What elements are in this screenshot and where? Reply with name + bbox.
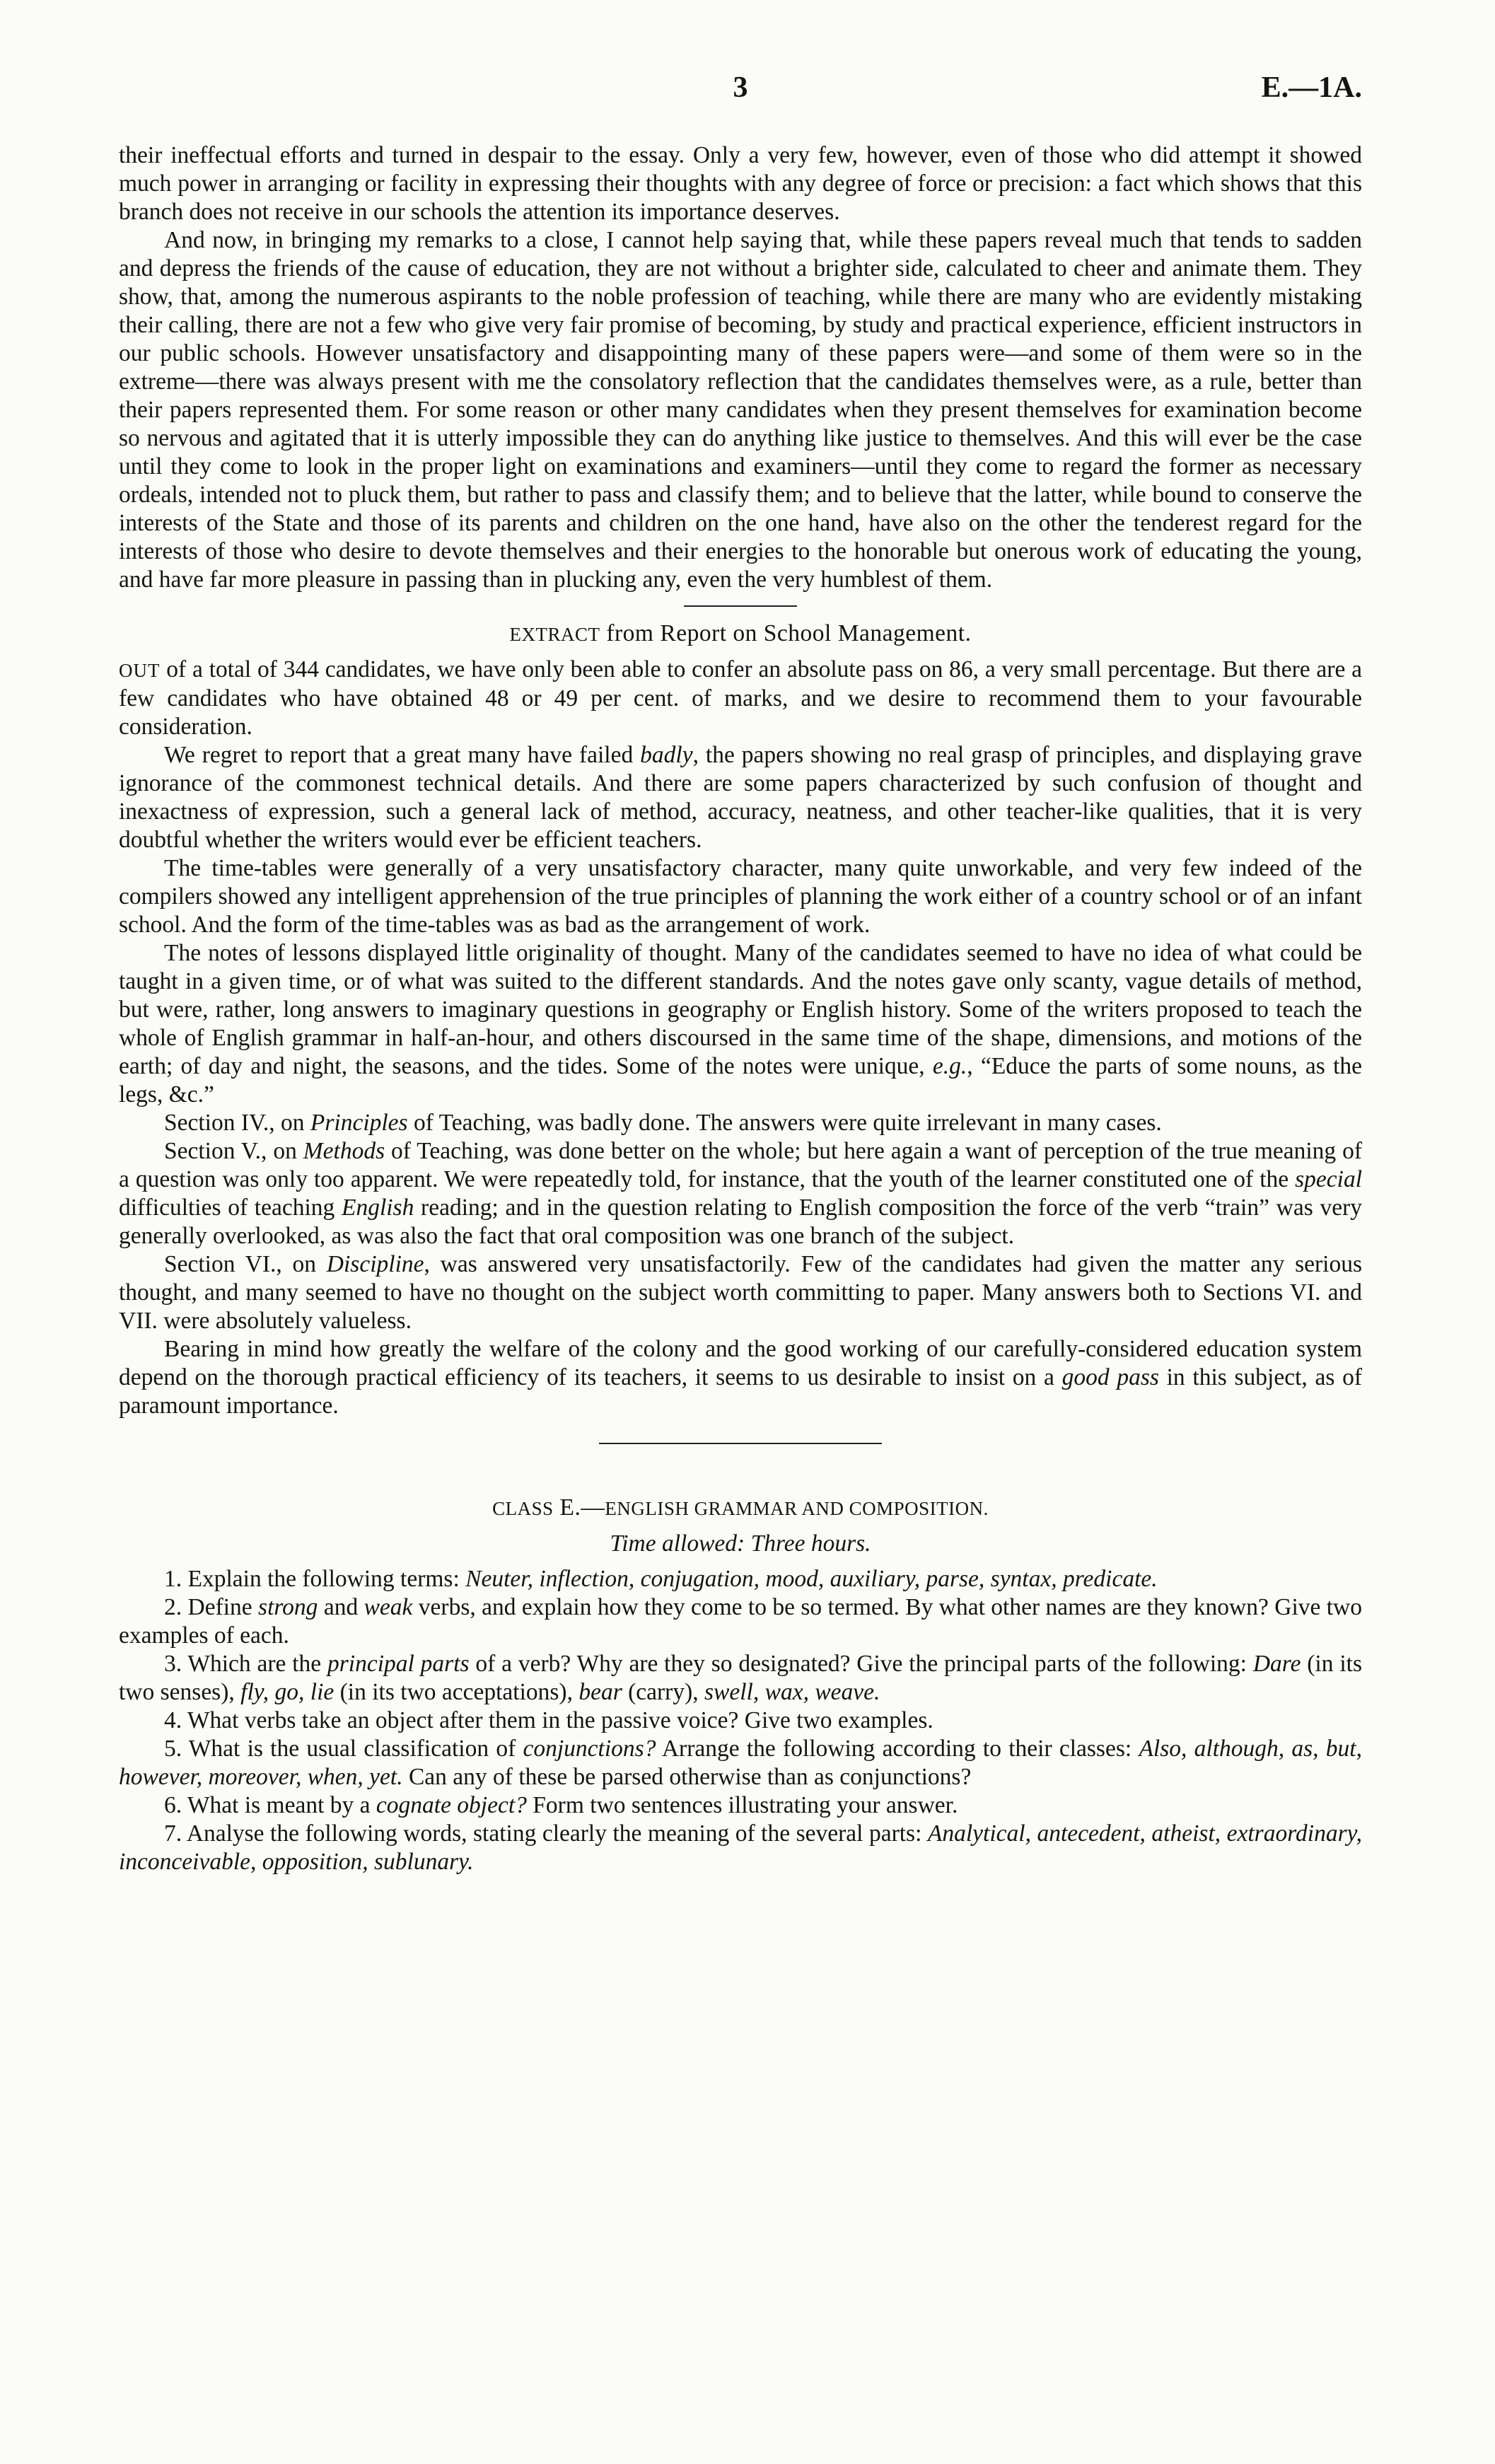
- extract-paragraph-6: [119, 1137, 1362, 1250]
- page-number: 3: [733, 71, 748, 104]
- question-6-text-a: 6. What is meant by a: [164, 1792, 376, 1818]
- question-5-emphasis-2: Also, although, as, but, however, moreover, when, yet.: [119, 1736, 1362, 1790]
- question-2-text-b: and: [318, 1594, 364, 1620]
- question-3-emphasis-2: Dare: [1252, 1651, 1301, 1677]
- extract-p2-emphasis: badly: [640, 742, 693, 768]
- question-7: [119, 1820, 1362, 1876]
- question-5: [119, 1735, 1362, 1791]
- extract-paragraph-3: The time-tables were generally of a very unsatisfactory character, many quite unworkable, and very few indeed of the compilers showed any intelligent apprehension of the true principles of planning the work either of a country school or of an infant school. And the form of the time-tables was as bad as the arrangement of work.: [119, 855, 1362, 938]
- extract-p6-text-a: Section V., on: [164, 1138, 303, 1164]
- extract-p5-emphasis: Principles: [310, 1110, 408, 1136]
- extract-p8-text-b: in this subject, as of paramount importance.: [119, 1364, 1362, 1419]
- extract-heading: [119, 620, 1362, 649]
- question-5-text-b: Arrange the following according to their classes:: [656, 1736, 1139, 1762]
- extract-p1-lead: OUT: [119, 660, 161, 681]
- extract-p2-text-a: We regret to report that a great many have failed: [164, 742, 641, 768]
- question-2-emphasis-2: weak: [363, 1594, 413, 1620]
- extract-p7-text-a: Section VI., on: [164, 1251, 327, 1277]
- question-3-emphasis-3: fly, go, lie: [240, 1679, 335, 1705]
- extract-p6-emphasis-2: special: [1295, 1166, 1362, 1192]
- time-allowed: Time allowed: Three hours.: [610, 1530, 871, 1557]
- extract-p6-text-c: difficulties of teaching: [119, 1195, 342, 1221]
- question-3-text-a: 3. Which are the: [164, 1651, 327, 1677]
- question-3-emphasis-4: bear: [578, 1679, 622, 1705]
- question-3-text-d: (in its two acceptations),: [334, 1679, 579, 1705]
- question-4: 4. What verbs take an object after them in the passive voice? Give two examples.: [164, 1707, 933, 1733]
- question-2: [119, 1593, 1362, 1650]
- extract-p2-text-b: , the papers showing no real grasp of principles, and displaying grave ignorance of the commonest technical details. And there are some papers characterized by such confusion of thought and inexactness of expression, such a general lack of method, accuracy, neatness, and other teacher-like qualities, that it is very doubtful whether the writers would ever be efficient teachers.: [119, 742, 1362, 853]
- extract-p6-text-b: of Teaching, was done better on the whole; but here again a want of perception of the true meaning of a question was only too apparent. We were repeatedly told, for instance, that the youth of the learner constituted one of the: [119, 1138, 1362, 1192]
- question-6-emphasis: cognate object?: [376, 1792, 527, 1818]
- exam-heading-subject: ENGLISH GRAMMAR AND COMPOSITION.: [605, 1498, 989, 1519]
- extract-heading-rest: from Report on School Management.: [600, 620, 972, 646]
- extract-paragraph-7: [119, 1250, 1362, 1335]
- section-divider-long: [599, 1443, 882, 1444]
- exam-heading-mid: E.—: [553, 1494, 605, 1521]
- question-3-text-b: of a verb? Why are they so designated? Give the principal parts of the following:: [469, 1651, 1253, 1677]
- extract-paragraph-4: [119, 939, 1362, 1109]
- question-6: [119, 1791, 1362, 1820]
- extract-p8-emphasis: good pass: [1061, 1364, 1159, 1390]
- extract-heading-lead: EXTRACT: [509, 624, 600, 645]
- extract-p6-text-d: reading; and in the question relating to English composition the force of the verb “train” was very generally overlooked, as was also the fact that oral composition was one branch of the subject.: [119, 1195, 1362, 1249]
- exam-heading: [119, 1494, 1362, 1523]
- extract-paragraph-5: [119, 1109, 1362, 1137]
- section-divider: [684, 605, 797, 607]
- question-7-words: Analytical, antecedent, atheist, extraordinary, inconceivable, opposition, sublunary.: [119, 1820, 1363, 1875]
- page-header: [119, 71, 1362, 124]
- question-5-text-c: Can any of these be parsed otherwise than as conjunctions?: [402, 1764, 972, 1790]
- extract-p8-text-a: Bearing in mind how greatly the welfare of the colony and the good working of our carefully-considered education system depend on the thorough practical efficiency of its teachers, it seems to us desirable to insist on a: [119, 1336, 1362, 1390]
- extract-p1-text: of a total of 344 candidates, we have only been able to confer an absolute pass on 86, a very small percentage. But there are a few candidates who have obtained 48 or 49 per cent. of marks, and we desire to recommend them to your favourable consideration.: [119, 656, 1362, 740]
- question-1-text: 1. Explain the following terms:: [164, 1566, 466, 1592]
- document-code: E.—1A.: [1261, 71, 1362, 104]
- extract-p7-text-b: , was answered very unsatisfactorily. Few of the candidates had given the matter any serious thought, and many seemed to have no thought on the subject worth committing to paper. Many answers both to Sections VI. and VII. were absolutely valueless.: [119, 1251, 1362, 1334]
- question-5-emphasis-1: conjunctions?: [523, 1736, 656, 1762]
- question-6-text-b: Form two sentences illustrating your answer.: [526, 1792, 958, 1818]
- question-3: [119, 1650, 1362, 1707]
- extract-paragraph-8: [119, 1335, 1362, 1420]
- intro-paragraph-1: their ineffectual efforts and turned in despair to the essay. Only a very few, however, even of those who did attempt it showed much power in arranging or facility in expressing their thoughts with any degree of force or precision: a fact which shows that this branch does not receive in our schools the attention its importance deserves.: [119, 142, 1362, 225]
- question-2-text-c: verbs, and explain how they come to be so termed. By what other names are they known? Give two examples of each.: [119, 1594, 1362, 1649]
- question-2-emphasis-1: strong: [258, 1594, 318, 1620]
- extract-p5-text-a: Section IV., on: [164, 1110, 310, 1136]
- extract-p7-emphasis: Discipline: [326, 1251, 424, 1277]
- question-3-text-c: (in its two senses),: [119, 1651, 1362, 1705]
- document-page: [119, 71, 1363, 1876]
- extract-p6-emphasis-3: English: [341, 1195, 414, 1221]
- question-3-emphasis-1: principal parts: [327, 1651, 470, 1677]
- question-7-text: 7. Analyse the following words, stating clearly the meaning of the several parts:: [164, 1820, 928, 1847]
- intro-paragraph-2: And now, in bringing my remarks to a close, I cannot help saying that, while these papers reveal much that tends to sadden and depress the friends of the cause of education, they are not without a brighter side, calculated to cheer and animate them. They show, that, among the numerous aspirants to the noble profession of teaching, while there are many who are evidently mistaking their calling, there are not a few who give very fair promise of becoming, by study and practical experience, efficient instructors in our public schools. However unsatisfactory and disappointing many of these papers were—and some of them were so in the extreme—there was always present with me the consolatory reflection that the candidates themselves were, as a rule, better than their papers represented them. For some reason or other many candidates when they present themselves for examination become so nervous and agitated that it is utterly impossible they can do anything like justice to themselves. And this will ever be the case until they come to look in the proper light on examinations and examiners—until they come to regard the former as necessary ordeals, intended not to pluck them, but rather to pass and classify them; and to believe that the latter, while bound to conserve the interests of the State and those of its parents and children on the one hand, have also on the other the tenderest regard for the interests of those who desire to devote themselves and their energies to the honorable but onerous work of educating the young, and have far more pleasure in passing than in plucking any, even the very humblest of them.: [119, 227, 1362, 593]
- question-3-text-e: (carry),: [622, 1679, 704, 1705]
- extract-paragraph-2: [119, 741, 1362, 854]
- question-1-terms: Neuter, inflection, conjugation, mood, auxiliary, parse, syntax, predicate.: [465, 1566, 1158, 1592]
- extract-p6-emphasis-1: Methods: [303, 1138, 385, 1164]
- question-2-text-a: 2. Define: [164, 1594, 259, 1620]
- question-3-emphasis-5: swell, wax, weave.: [704, 1679, 880, 1705]
- extract-p5-text-b: of Teaching, was badly done. The answers were quite irrelevant in many cases.: [407, 1110, 1162, 1136]
- exam-heading-class: CLASS: [492, 1498, 554, 1519]
- extract-p4-emphasis: e.g.: [932, 1053, 967, 1079]
- extract-paragraph-1: [119, 656, 1362, 741]
- question-1: [119, 1565, 1362, 1593]
- extract-p4-text-a: The notes of lessons displayed little originality of thought. Many of the candidates seemed to have no idea of what could be taught in a given time, or of what was suited to the different standards. And the notes gave only scanty, vague details of method, but were, rather, long answers to imaginary questions in geography or English history. Some of the writers proposed to teach the whole of English grammar in half-an-hour, and others discoursed in the same time of the shape, dimensions, and motions of the earth; of day and night, the seasons, and the tides. Some of the notes were unique,: [119, 940, 1362, 1079]
- extract-p4-text-b: , “Educe the parts of some nouns, as the legs, &c.”: [119, 1053, 1362, 1108]
- question-5-text-a: 5. What is the usual classification of: [164, 1736, 523, 1762]
